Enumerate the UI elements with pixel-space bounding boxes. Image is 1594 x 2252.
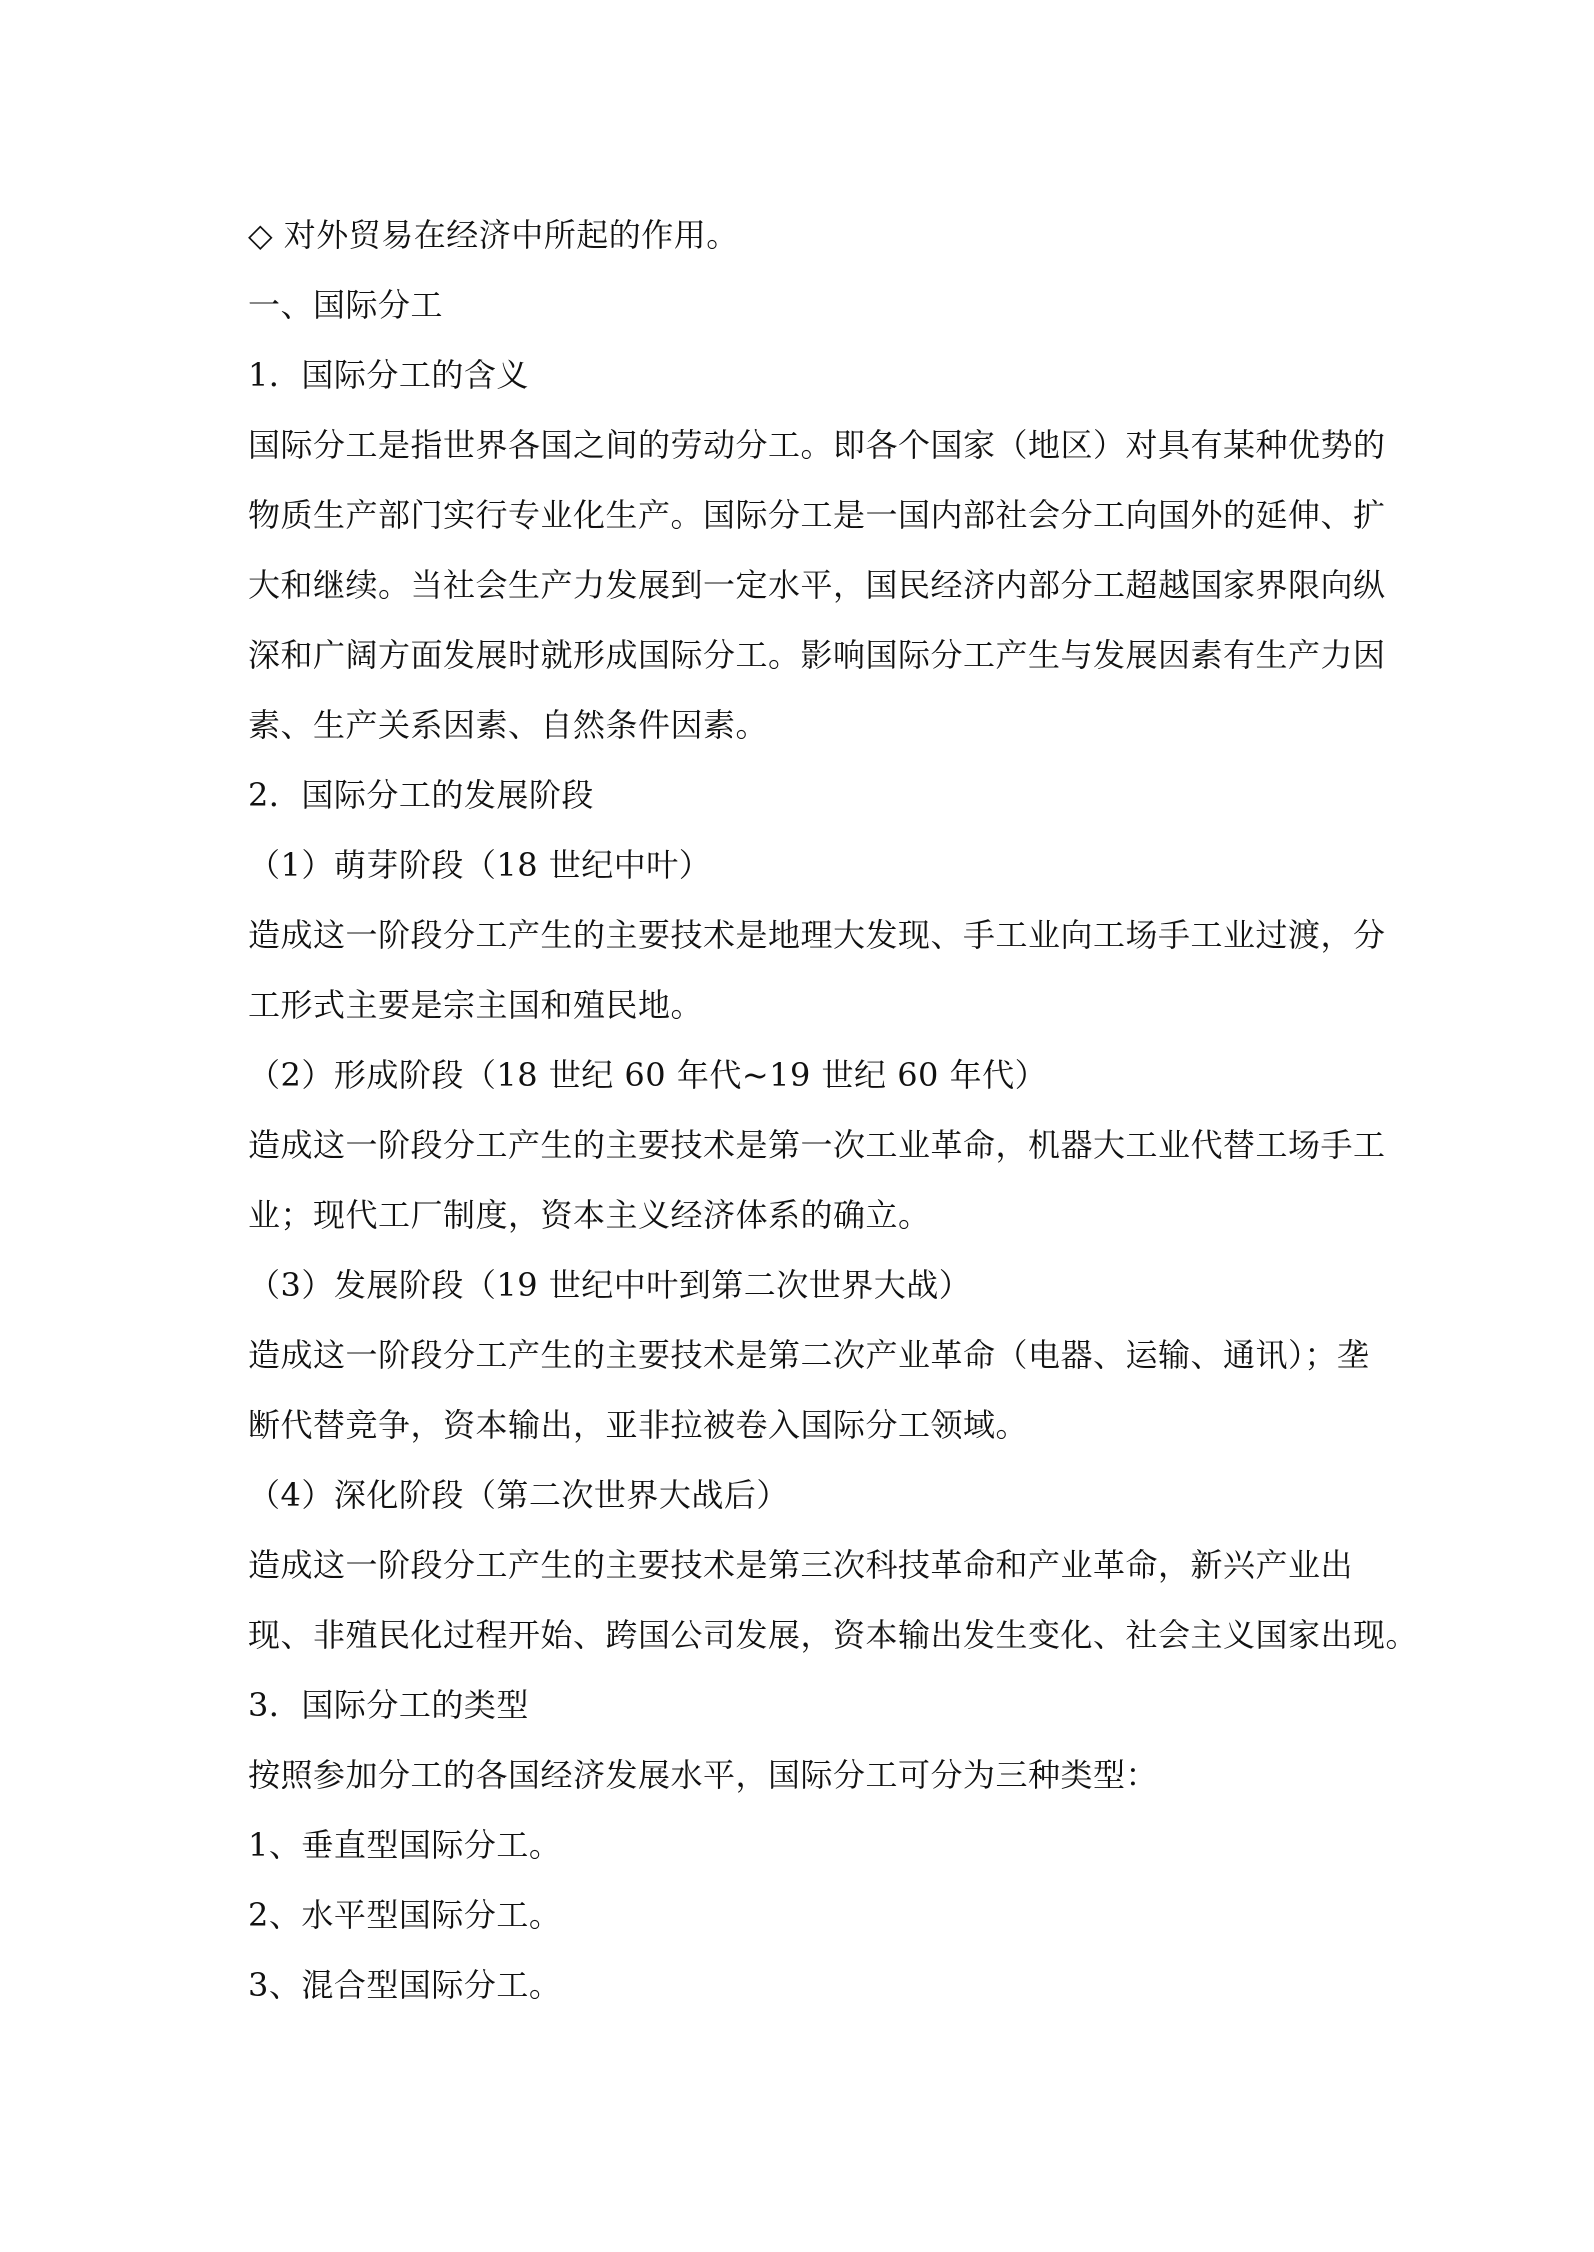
paragraph-line: 大和继续。当社会生产力发展到一定水平，国民经济内部分工超越国家界限向纵: [248, 566, 1386, 604]
stage-heading-3: （3）发展阶段（19 世纪中叶到第二次世界大战）: [248, 1266, 972, 1304]
paragraph-line: 按照参加分工的各国经济发展水平，国际分工可分为三种类型：: [248, 1756, 1159, 1794]
subheading-stages: 2．国际分工的发展阶段: [248, 776, 594, 814]
section-heading-role-of-trade: ◇ 对外贸易在经济中所起的作用。: [248, 216, 739, 254]
paragraph-line: 造成这一阶段分工产生的主要技术是地理大发现、手工业向工场手工业过渡，分: [248, 916, 1386, 954]
paragraph-line: 造成这一阶段分工产生的主要技术是第二次产业革命（电器、运输、通讯）；垄: [248, 1336, 1370, 1374]
paragraph-line: 业；现代工厂制度，资本主义经济体系的确立。: [248, 1196, 931, 1234]
list-item-horizontal: 2、水平型国际分工。: [248, 1896, 562, 1934]
paragraph-line: 工形式主要是宗主国和殖民地。: [248, 986, 704, 1024]
subheading-meaning: 1．国际分工的含义: [248, 356, 529, 394]
stage-heading-2: （2）形成阶段（18 世纪 60 年代~19 世纪 60 年代）: [248, 1056, 1048, 1094]
list-item-mixed: 3、混合型国际分工。: [248, 1966, 562, 2004]
subheading-types: 3．国际分工的类型: [248, 1686, 529, 1724]
document-body: [248, 200, 1419, 2020]
paragraph-line: 造成这一阶段分工产生的主要技术是第三次科技革命和产业革命，新兴产业出: [248, 1546, 1354, 1584]
paragraph-line: 深和广阔方面发展时就形成国际分工。影响国际分工产生与发展因素有生产力因: [248, 636, 1386, 674]
paragraph-line: 现、非殖民化过程开始、跨国公司发展，资本输出发生变化、社会主义国家出现。: [248, 1616, 1419, 1654]
stage-heading-1: （1）萌芽阶段（18 世纪中叶）: [248, 846, 712, 884]
paragraph-line: 造成这一阶段分工产生的主要技术是第一次工业革命，机器大工业代替工场手工: [248, 1126, 1386, 1164]
list-item-vertical: 1、垂直型国际分工。: [248, 1826, 562, 1864]
section-heading-international-division: 一、国际分工: [248, 286, 444, 324]
stage-heading-4: （4）深化阶段（第二次世界大战后）: [248, 1476, 789, 1514]
paragraph-line: 国际分工是指世界各国之间的劳动分工。即各个国家（地区）对具有某种优势的: [248, 426, 1386, 464]
paragraph-line: 物质生产部门实行专业化生产。国际分工是一国内部社会分工向国外的延伸、扩: [248, 496, 1386, 534]
paragraph-line: 素、生产关系因素、自然条件因素。: [248, 706, 769, 744]
paragraph-line: 断代替竞争，资本输出，亚非拉被卷入国际分工领域。: [248, 1406, 1029, 1444]
